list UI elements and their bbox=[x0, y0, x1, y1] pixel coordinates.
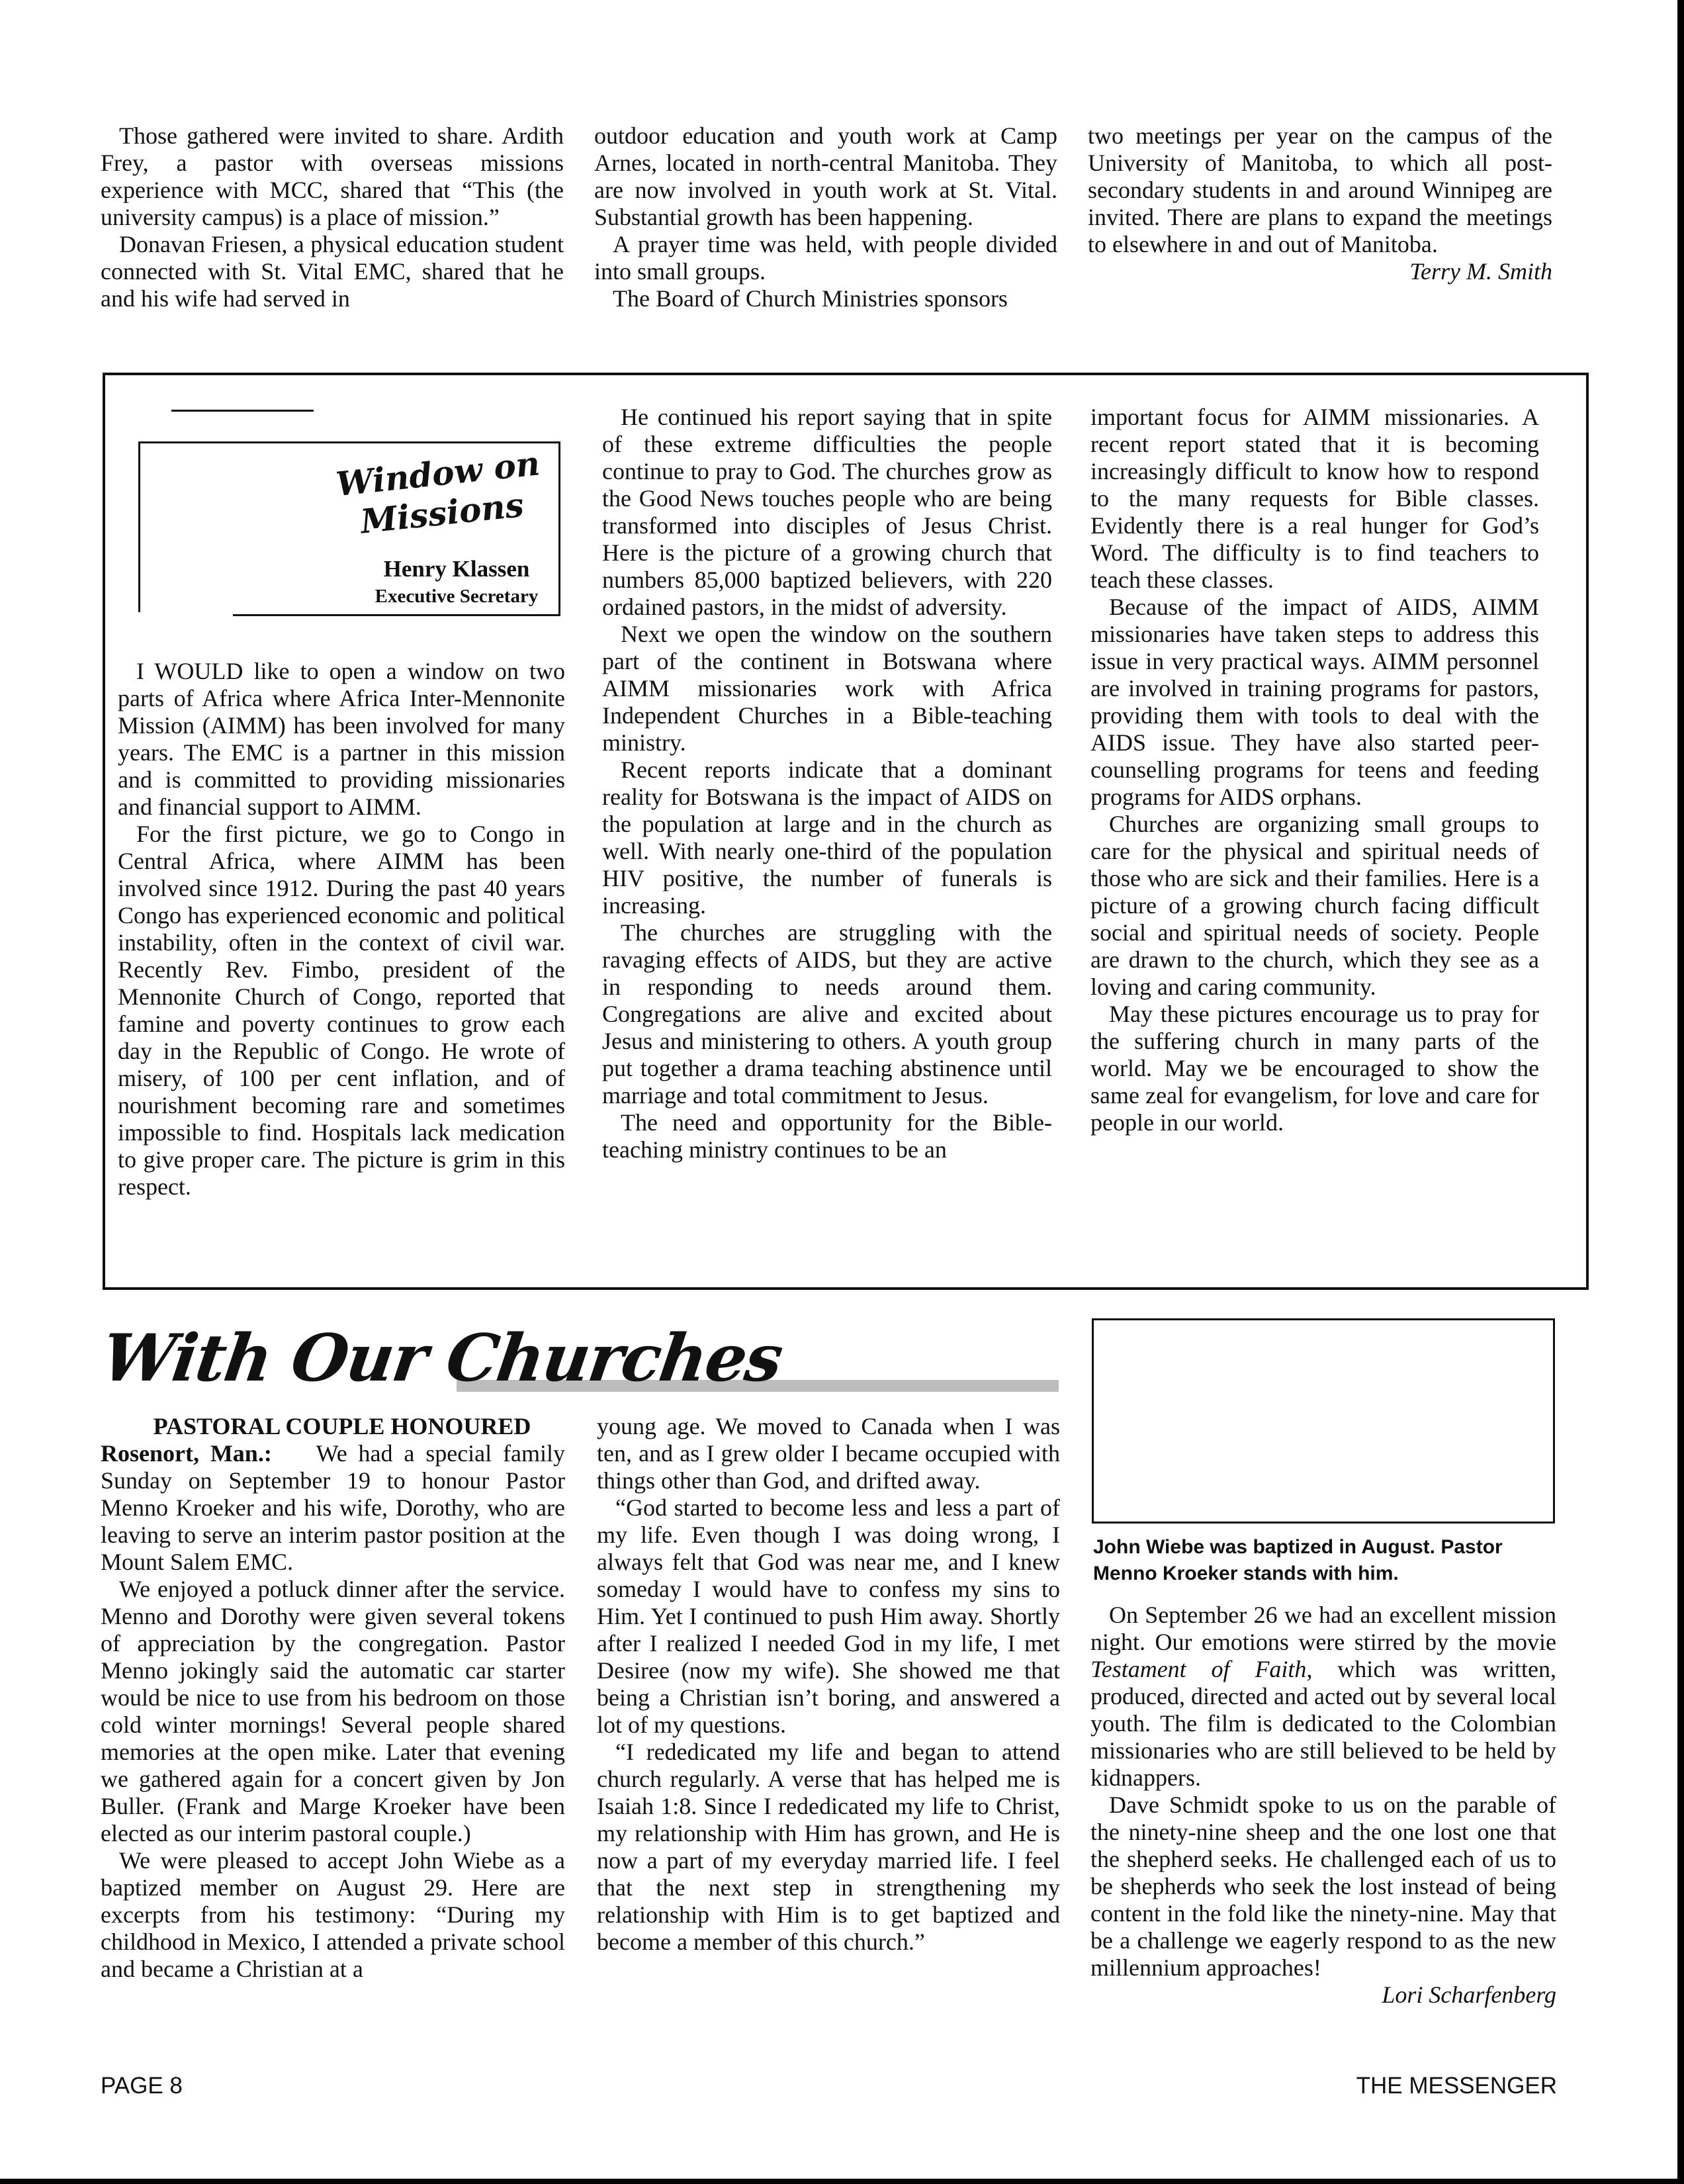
missions-column-3 bbox=[1090, 404, 1539, 1136]
paragraph bbox=[1090, 1602, 1556, 1792]
paragraph: For the first picture, we go to Congo in Central Africa, where AIMM has been involved since 1912. During the past 40 years Congo has experienced economic and political instability, often in the context of civil war. Recently Rev. Fimbo, president of the Mennonite Church of Congo, reported that famine and poverty continues to grow each day in the Republic of Congo. He wrote of misery, of 100 per cent inflation, and of nourishment becoming rare and sometimes impossible to find. Hospitals lack medication to give proper care. The picture is grim in this respect. bbox=[118, 821, 565, 1200]
section-heading: With Our Churches bbox=[97, 1320, 787, 1396]
paragraph-text: , which was written, produced, directed and acted out by several local youth. The film is dedicated to the Colombian missionaries who are still believed to be held by kidnappers. bbox=[1090, 1656, 1556, 1791]
title-box-rule bbox=[171, 410, 314, 412]
paragraph-text: On September 26 we had an excellent mission night. Our emotions were stirred by the movie bbox=[1090, 1602, 1556, 1655]
paragraph: “I rededicated my life and began to attend church regularly. A verse that has helped me is Isaiah 1:8. Since I rededicated my life to Christ, my relationship with Him has grown, and He is now a part of my everyday married life. I feel that the next step in strengthening my relationship with Him is to get baptized and become a member of this church.” bbox=[597, 1739, 1060, 1955]
paragraph-text: We had a special family Sunday on September 19 to honour Pastor Menno Kroeker and his wife, Dorothy, who are leaving to serve an interim pastor position at the Mount Salem EMC. bbox=[101, 1440, 565, 1575]
paragraph: two meetings per year on the campus of the University of Manitoba, to which all post-secondary students in and around Winnipeg are invited. There are plans to expand the meetings to elsewhere in and out of Manitoba. bbox=[1088, 122, 1552, 257]
paragraph: Next we open the window on the southern part of the continent in Botswana where AIMM missionaries work with Africa Independent Churches in a Bible-teaching ministry. bbox=[602, 621, 1052, 756]
paragraph: He continued his report saying that in spite of these extreme difficulties the people continue to pray to God. The churches grow as the Good News touches people who are being transformed into disciples of Jesus Christ. Here is the picture of a growing church that numbers 85,000 baptized believers, with 220 ordained pastors, in the midst of adversity. bbox=[602, 404, 1052, 620]
paragraph: We enjoyed a potluck dinner after the service. Menno and Dorothy were given several tokens of appreciation by the congregation. Pastor Menno jokingly said the automatic car starter would be nice to use from his bedroom on those cold winter mornings! Several people shared memories at the open mike. Later that evening we gathered again for a concert given by Jon Buller. (Frank and Marge Kroeker have been elected as our interim pastoral couple.) bbox=[101, 1576, 565, 1846]
paragraph: I WOULD like to open a window on two parts of Africa where Africa Inter-Mennonite Mission (AIMM) has been involved for many years. The EMC is a partner in this mission and is committed to providing missionaries and financial support to AIMM. bbox=[118, 658, 565, 820]
article-signature: Terry M. Smith bbox=[1409, 258, 1552, 285]
photo-caption: John Wiebe was baptized in August. Pastor Menno Kroeker stands with him. bbox=[1093, 1536, 1503, 1584]
paragraph: The need and opportunity for the Bible-teaching ministry continues to be an bbox=[602, 1109, 1052, 1163]
paragraph: young age. We moved to Canada when I was ten, and as I grew older I became occupied with things other than God, and drifted away. bbox=[597, 1413, 1060, 1494]
missions-column-2 bbox=[602, 404, 1052, 1163]
paragraph: “God started to become less and less a part of my life. Even though I was doing wrong, I always felt that God was near me, and I knew someday I would have to confess my sins to Him. Yet I continued to push Him away. Shortly after I realized I needed God in my life, I met Desiree (now my wife). She showed me that being a Christian isn’t boring, and answered a lot of my questions. bbox=[597, 1494, 1060, 1738]
paragraph: Recent reports indicate that a dominant reality for Botswana is the impact of AIDS on the population at large and in the church as well. With nearly one-third of the population HIV positive, the number of funerals is increasing. bbox=[602, 756, 1052, 919]
paragraph: Donavan Friesen, a physical education student connected with St. Vital EMC, shared that he and his wife had served in bbox=[101, 231, 564, 312]
paragraph: outdoor education and youth work at Camp Arnes, located in north-central Manitoba. They are now involved in youth work at St. Vital. Substantial growth has been happening. bbox=[594, 122, 1057, 230]
column-title: Window on Missions bbox=[334, 443, 542, 541]
churches-column-1 bbox=[101, 1413, 565, 1983]
paragraph: The churches are struggling with the ravaging effects of AIDS, but they are active in responding to needs around them. Congregations are alive and excited about Jesus and ministering to others. A youth group put together a drama teaching abstinence until marriage and total commitment to Jesus. bbox=[602, 919, 1052, 1109]
paragraph bbox=[101, 1440, 565, 1576]
paragraph: May these pictures encourage us to pray for the suffering church in many parts of the world. May we be encouraged to show the same zeal for evangelism, for love and care for people in our world. bbox=[1090, 1001, 1539, 1136]
page-number: PAGE 8 bbox=[101, 2073, 183, 2099]
paragraph: A prayer time was held, with people divided into small groups. bbox=[594, 231, 1057, 285]
paragraph: We were pleased to accept John Wiebe as a baptized member on August 29. Here are excerpts from his testimony: “During my childhood in Mexico, I attended a private school and became a Christian at a bbox=[101, 1847, 565, 1982]
column-author: Henry Klassen bbox=[383, 556, 530, 582]
missions-column-1 bbox=[118, 658, 565, 1201]
article-signature: Lori Scharfenberg bbox=[1382, 1981, 1556, 2008]
photo-placeholder bbox=[1092, 1318, 1555, 1524]
top-column-2 bbox=[594, 122, 1057, 312]
column-author-role: Executive Secretary bbox=[375, 586, 539, 607]
article-headline: PASTORAL COUPLE HONOURED bbox=[153, 1413, 531, 1439]
churches-column-2 bbox=[597, 1413, 1060, 1956]
churches-column-3 bbox=[1090, 1602, 1556, 2009]
paragraph: Churches are organizing small groups to care for the physical and spiritual needs of those who are sick and their families. Here is a picture of a growing church facing difficult social and spiritual needs of society. People are drawn to the church, which they see as a loving and caring community. bbox=[1090, 811, 1539, 1000]
title-box-frame bbox=[138, 441, 236, 612]
movie-title: Testament of Faith bbox=[1090, 1656, 1307, 1682]
dateline: Rosenort, Man.: bbox=[101, 1440, 272, 1467]
paragraph: The Board of Church Ministries sponsors bbox=[613, 285, 1008, 312]
paragraph: Because of the impact of AIDS, AIMM missionaries have taken steps to address this issue in very practical ways. AIMM personnel are involved in training programs for pastors, providing them with tools to deal with the AIDS issue. They have also started peer-counselling programs for teens and feeding programs for AIDS orphans. bbox=[1090, 594, 1539, 810]
top-column-1 bbox=[101, 122, 564, 312]
publication-name: THE MESSENGER bbox=[1356, 2073, 1557, 2099]
paragraph: important focus for AIMM missionaries. A recent report stated that it is becoming increasingly difficult to know how to respond to the many requests for Bible classes. Evidently there is a real hunger for God’s Word. The difficulty is to find teachers to teach these classes. bbox=[1090, 404, 1539, 593]
top-column-3 bbox=[1088, 122, 1552, 285]
paragraph: Dave Schmidt spoke to us on the parable of the ninety-nine sheep and the one lost one that the shepherd seeks. He challenged each of us to be shepherds who seek the lost instead of being content in the fold like the ninety-nine. May that be a challenge we eagerly respond to as the new millennium approaches! bbox=[1090, 1792, 1556, 1981]
paragraph: Those gathered were invited to share. Ardith Frey, a pastor with overseas missions experience with MCC, shared that “This (the university campus) is a place of mission.” bbox=[101, 122, 564, 230]
